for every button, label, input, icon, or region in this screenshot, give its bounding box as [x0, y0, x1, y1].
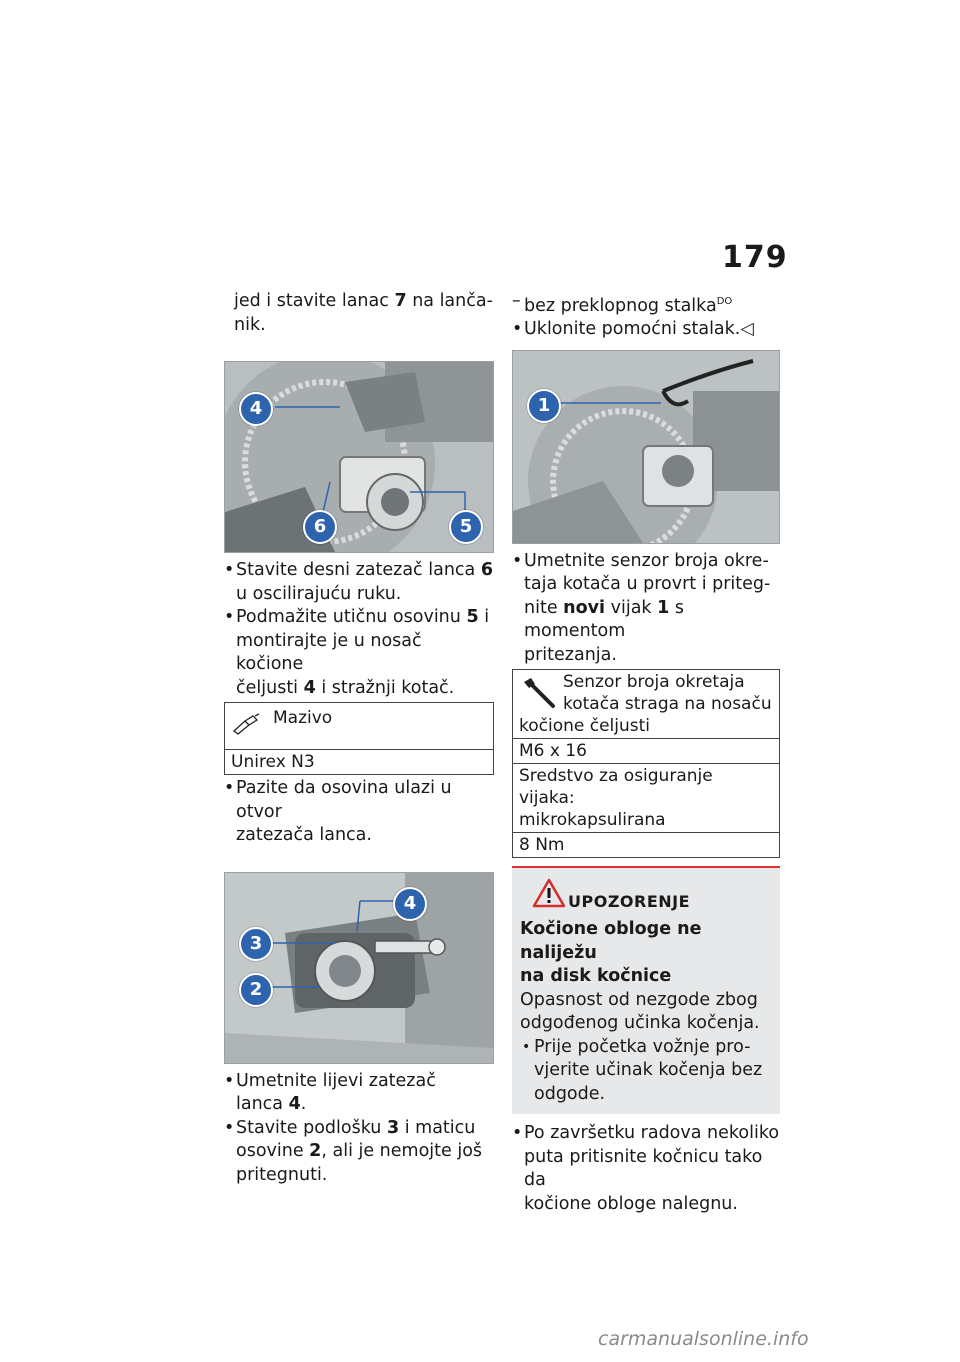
step-fit-sensor: • Umetnite senzor broja okre- taja kotača u provrt i priteg- nite novi vijak 1 s momentom pritezanja.: [512, 550, 780, 668]
footer-watermark: carmanualsonline.info: [598, 1328, 809, 1350]
warning-triangle-icon: [532, 878, 566, 908]
step-pump-brake: • Po završetku radova nekoliko puta pritisnite kočnicu tako da kočione obloge nalegnu.: [512, 1122, 780, 1216]
end-mark-icon: ◁: [740, 319, 754, 340]
step-fit-washer-nut: • Stavite podlošku 3 i maticu osovine 2, ali je nemojte još pritegnuti.: [224, 1117, 494, 1188]
torque-title-cell: Senzor broja okretaja kotača straga na nosaču kočione čeljusti: [513, 670, 780, 739]
photo-wheel-sensor: [512, 350, 780, 544]
condition-no-stand: – bez preklopnog stalka$^{DO}$: [512, 290, 780, 318]
torque-value-cell: 8 Nm: [513, 833, 780, 858]
callout-3: 3: [239, 927, 273, 961]
photo-left-tensioner: [224, 872, 494, 1064]
grease-gun-icon: [231, 713, 261, 735]
lubricant-value-cell: Unirex N3: [225, 750, 494, 775]
warning-title: Kočione obloge ne naliježu na disk kočnice: [520, 919, 702, 987]
step-check-axle: • Pazite da osovina ulazi u otvor zatezača lanca.: [224, 777, 494, 848]
callout-6: 6: [303, 510, 337, 544]
warning-label: UPOZORENJE: [568, 892, 691, 912]
right-column-content: [512, 290, 780, 1216]
step-remove-stand: • Uklonite pomoćni stalak.◁: [512, 318, 780, 342]
torque-size-cell: M6 x 16: [513, 739, 780, 764]
photo-rear-wheel-axle: [224, 361, 494, 553]
warning-header: [520, 878, 772, 918]
page-number: 179: [722, 240, 788, 275]
torque-agent-cell: Sredstvo za osiguranje vijaka: mikrokapsulirana: [513, 764, 780, 833]
warning-text: Opasnost od nezgode zbog odgođenog učinka kočenja.: [520, 989, 760, 1034]
warning-instruction: • Prije početka vožnje pro- vjerite učinak kočenja bez odgode.: [520, 1036, 772, 1107]
callout-4: 4: [239, 392, 273, 426]
callout-4b: 4: [393, 887, 427, 921]
torque-table: [512, 669, 780, 858]
step-fit-left-tensioner: • Umetnite lijevi zatezač lanca 4.: [224, 1070, 494, 1117]
step-grease-axle: • Podmažite utičnu osovinu 5 i montirajte je u nosač kočione čeljusti 4 i stražnji kotač.: [224, 606, 494, 700]
callout-1: 1: [527, 389, 561, 423]
step-fit-right-tensioner: • Stavite desni zatezač lanca 6 u oscilirajuću ruku.: [224, 559, 494, 606]
intro-text: jed i stavite lanac 7 na lanča- nik.: [234, 291, 493, 335]
warning-box: [512, 866, 780, 1114]
photo-illustration-3: [513, 351, 779, 543]
torque-wrench-icon: [521, 676, 557, 710]
callout-2: 2: [239, 973, 273, 1007]
callout-5: 5: [449, 510, 483, 544]
left-column-content: [224, 290, 494, 1187]
lubricant-table: [224, 702, 494, 775]
photo-illustration-2: [225, 873, 493, 1063]
lubricant-header-cell: Mazivo: [225, 703, 494, 750]
